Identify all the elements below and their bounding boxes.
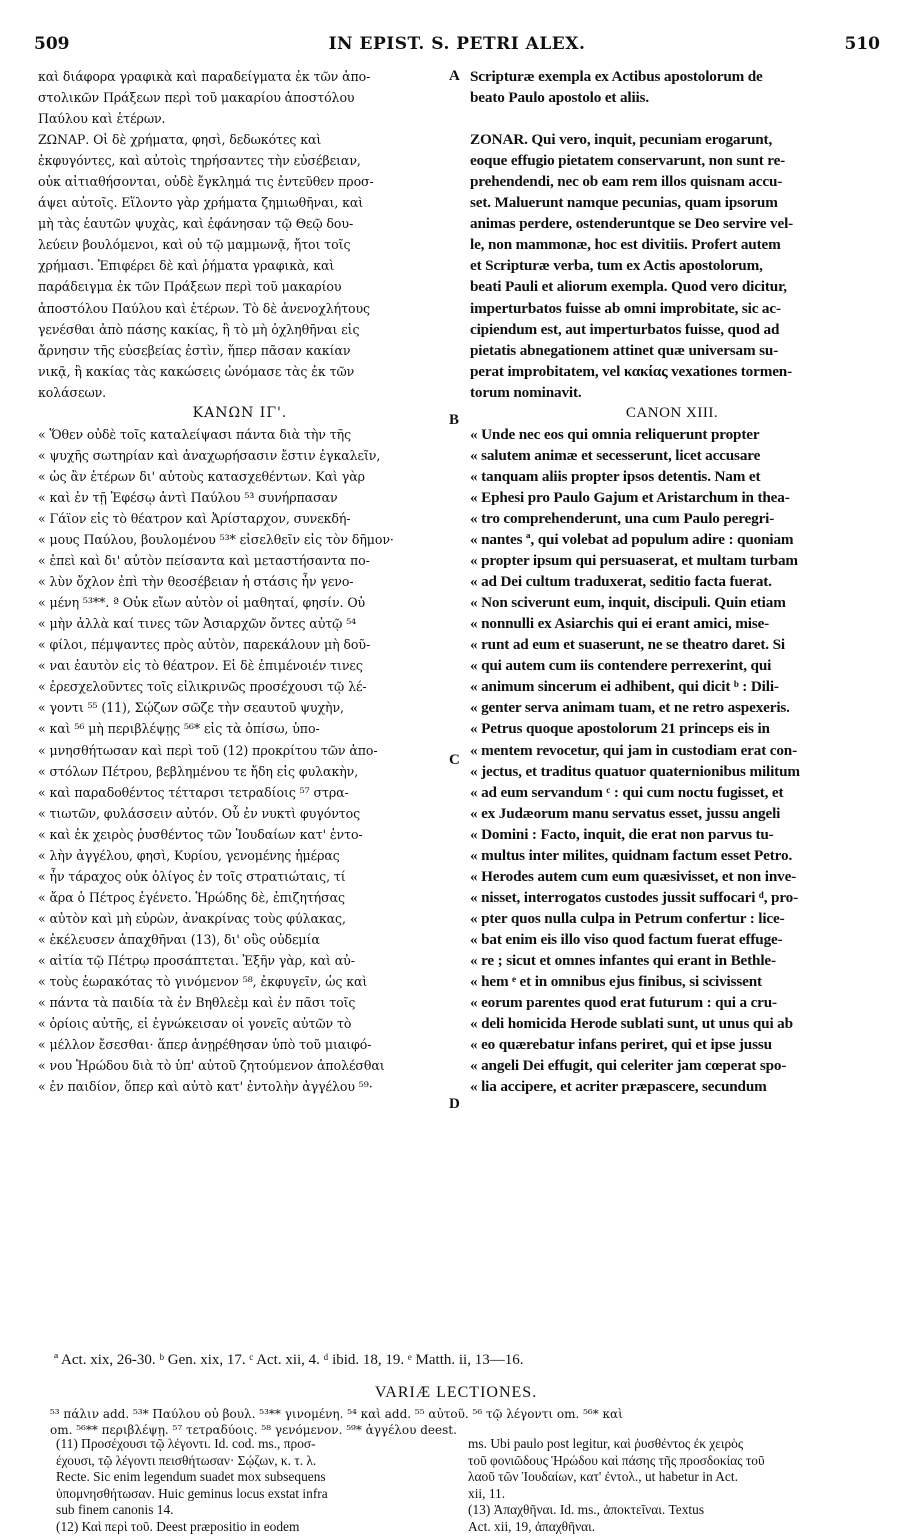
text-line: « ἐπεὶ καὶ δι' αὐτὸν πείσαντα καὶ μεταστήσαντα πο- — [38, 553, 370, 569]
text-line: « pter quos nulla culpa in Petrum confertur : lice- — [470, 909, 785, 927]
text-line: « ὁρίοις αὐτῆς, εἰ ἐγνώκεισαν οἱ γονεῖς αὐτῶν τὸ — [38, 1016, 352, 1032]
text-line: « tanquam aliis propter ipsos detentis. Nam et — [470, 467, 761, 485]
text-line: Recte. Sic enim legendum suadet mox subsequens — [56, 1469, 326, 1485]
text-line: « λὴν ἀγγέλου, φησὶ, Κυρίου, γενομένης ἡμέρας — [38, 847, 340, 863]
text-line: « nantes ª, qui volebat ad populum adire : quoniam — [470, 531, 794, 549]
text-line: « Domini : Facto, inquit, die erat non parvus tu- — [470, 825, 774, 843]
text-line: « re ; sicut et omnes infantes qui erant in Bethle- — [470, 951, 776, 969]
footnotes: ª Act. xix, 26-30. ᵇ Gen. xix, 17. ᶜ Act. xii, 4. ᵈ ibid. 18, 19. ᵉ Matth. ii, 13—16. — [54, 1352, 524, 1368]
text-line: μὴ τὰς ἑαυτῶν ψυχὰς, καὶ ἐφάνησαν τῷ Θεῷ δου- — [38, 216, 354, 232]
text-line: « μέλλον ἔσεσθαι· ἅπερ ἀνῃρέθησαν ὑπὸ τοῦ μιαιφό- — [38, 1037, 372, 1053]
text-line: et Scripturæ verba, tum ex Actis apostolorum, — [470, 257, 763, 275]
text-line: στολικῶν Πράξεων περὶ τοῦ μακαρίου ἀποστόλου — [38, 90, 355, 106]
text-line: « ναι ἑαυτὸν εἰς τὸ θέατρον. Εἰ δὲ ἐπιμένοιέν τινες — [38, 658, 363, 674]
text-line: pietatis abnegationem attinet quæ universam su- — [470, 341, 779, 359]
text-line: « eorum parentes quod erat futurum : qui a cru- — [470, 994, 777, 1012]
text-line: « τιωτῶν, φυλάσσειν αὐτόν. Οὗ ἐν νυκτὶ φυγόντος — [38, 805, 361, 821]
text-line: « φίλοι, πέμψαντες πρὸς αὐτὸν, παρεκάλουν μὴ δοῦ- — [38, 637, 371, 653]
text-line: « propter ipsum qui persuaserat, et multam turbam — [470, 552, 798, 570]
text-line: καὶ διάφορα γραφικὰ καὶ παραδείγματα ἐκ τῶν ἀπο- — [38, 69, 371, 84]
text-line: οὐκ αἰτιαθήσονται, οὐδὲ ἔγκλημά τις ἐντεῦθεν προσ- — [38, 174, 374, 190]
text-line: ἄρνησιν τῆς εὐσεβείας ἐστὶν, ἥπερ πᾶσαν κακίαν — [38, 342, 351, 358]
text-line: λαοῦ τῶν Ἰουδαίων, κατ' ἐντολ., ut habetur in Act. — [468, 1469, 738, 1485]
text-line: « ad eum servandum ᶜ : qui cum noctu fugisset, et — [470, 783, 784, 801]
text-line: ἐκφυγόντες, καὶ αὐτοὶς τηρήσαντες τὴν εὐσέβειαν, — [38, 153, 361, 169]
text-line: Scripturæ exempla ex Actibus apostolorum de — [470, 68, 763, 85]
text-line: « ἐν παιδίον, ὅπερ καὶ αὐτὸ κατ' ἐντολὴν ἀγγέλου ⁵⁹· — [38, 1079, 373, 1095]
text-line: ἀποστόλου Παύλου καὶ ἑτέρων. Τὸ δὲ ἀνενοχλήτους — [38, 300, 370, 316]
text-line: (12) Καὶ περὶ τοῦ. Deest præpositio in eodem — [56, 1518, 300, 1534]
text-line: ΚΑΝΩΝ ΙΓ'. — [192, 404, 288, 421]
text-line: « ἄρα ὁ Πέτρος ἐγένετο. Ἡρώδης δὲ, ἐπιζητήσας — [38, 889, 345, 905]
text-line: « Γάϊον εἰς τὸ θέατρον καὶ Ἀρίσταρχον, συνεκδή- — [38, 510, 351, 526]
text-line: « μνησθήτωσαν καὶ περὶ τοῦ (12) προκρίτου τῶν ἀπο- — [38, 742, 378, 758]
text-line: γενέσθαι ἀπὸ πάσης κακίας, ἢ τὸ μὴ ὀχληθῆναι εἰς — [38, 321, 360, 337]
text-line: « Ὅθεν οὐδὲ τοῖς καταλείψασι πάντα διὰ τὴν τῆς — [38, 426, 352, 442]
text-line: « Unde nec eos qui omnia reliquerunt propter — [470, 425, 760, 443]
text-line: « ἦν τάραχος οὐκ ὀλίγος ἐν τοῖς στρατιώταις, τί — [38, 868, 346, 884]
text-line: CANON XIII. — [625, 404, 719, 421]
text-line: « deli homicida Herode sublati sunt, ut unus qui ab — [470, 1015, 793, 1033]
text-line: παράδειγμα ἐκ τῶν Πράξεων περὶ τοῦ μακαρίου — [38, 279, 342, 295]
text-line: « eo quærebatur infans periret, qui et ipse jussu — [470, 1036, 772, 1054]
text-line: « καὶ ⁵⁶ μὴ περιβλέψῃς ⁵⁶* εἰς τὰ ὀπίσω, ὑπο- — [38, 721, 320, 737]
text-line: prehendendi, nec ob eam rem illos quisnam accu- — [470, 173, 783, 191]
greek-column — [38, 66, 442, 1097]
text-line: beato Paulo apostolo et aliis. — [470, 89, 650, 107]
margin-marker-a: A — [449, 68, 460, 84]
text-line: ZONAR. Qui vero, inquit, pecuniam erogarunt, — [470, 131, 773, 149]
text-line: « bat enim eis illo viso quod factum fuerat effuge- — [470, 930, 783, 948]
text-line: « ψυχῆς σωτηρίαν καὶ ἀναχωρήσασιν ἔστιν ἐγκαλεῖν, — [38, 447, 381, 463]
notes-left — [56, 1436, 456, 1536]
text-line: « salutem animæ et secesserunt, licet accusare — [470, 446, 761, 464]
variae-line: ⁵³ πάλιν add. ⁵³* Παύλου οὐ βουλ. ⁵³** γινομένη. ⁵⁴ καὶ add. ⁵⁵ αὐτοῦ. ⁵⁶ τῷ λέγοντι om. ⁵⁶* καὶ — [50, 1407, 623, 1421]
text-line: perat improbitatem, vel κακίας vexationes tormen- — [470, 362, 792, 380]
text-line: le, non mammonæ, hoc est divitiis. Profert autem — [470, 236, 781, 254]
text-line: « Herodes autem cum eum quæsivisset, et non inve- — [470, 867, 797, 885]
text-line: « genter serva animam tuam, et ne retro aspexeris. — [470, 699, 790, 717]
text-line: « ἐκέλευσεν ἀπαχθῆναι (13), δι' οὓς οὐδεμία — [38, 931, 320, 947]
text-line: « μους Παύλου, βουλομένου ⁵³* εἰσελθεῖν εἰς τὸν δῆμον· — [38, 532, 394, 548]
text-line — [470, 108, 874, 129]
text-line: « ad Dei cultum traduxerat, seditio facta fuerat. — [470, 573, 772, 591]
text-line: « λὺν ὄχλον ἐπὶ τὴν θεοσέβειαν ἡ στάσις ἦν γενο- — [38, 574, 354, 590]
text-line: άψει αὐτοῖς. Εἵλοντο γὰρ χρήματα ζημιωθῆναι, καὶ — [38, 195, 364, 211]
text-line: « στόλων Πέτρου, βεβλημένου τε ἤδη εἰς φυλακὴν, — [38, 763, 359, 779]
text-line: « Non sciverunt eum, inquit, discipuli. Quin etiam — [470, 594, 786, 612]
text-line: « qui autem cum iis contendere perrexerint, qui — [470, 657, 772, 675]
margin-marker-d: D — [449, 1096, 460, 1112]
variae-lectiones-heading: VARIÆ LECTIONES. — [374, 1384, 538, 1401]
text-line: eoque effugio pietatem conservarunt, non sunt re- — [470, 152, 786, 170]
page-header — [34, 34, 880, 60]
text-line: « αἰτία τῷ Πέτρῳ προσάπτεται. Ἐξῆν γὰρ, καὶ αὐ- — [38, 952, 355, 968]
text-line: ὑπομνησθήτωσαν. Huic geminus locus exstat infra — [56, 1485, 328, 1501]
text-line: xii, 11. — [468, 1485, 506, 1501]
text-line: νικᾷ, ἢ κακίας τὰς κακώσεις ὠνόμασε τὰς ἐκ τῶν — [38, 363, 355, 379]
text-line: « lia accipere, et acriter præpascere, secundum — [470, 1078, 767, 1096]
page-number-right: 510 — [844, 34, 880, 54]
text-line: « καὶ ἐν τῇ Ἐφέσῳ ἀντὶ Παύλου ⁵³ συνήρπασαν — [38, 489, 338, 505]
margin-marker-c: C — [449, 752, 460, 768]
text-line: « καὶ ἐκ χειρὸς ῥυσθέντος τῶν Ἰουδαίων κατ' ἐντο- — [38, 826, 363, 842]
text-line: ms. Ubi paulo post legitur, καὶ ῥυσθέντος ἐκ χειρὸς — [468, 1436, 744, 1451]
text-line: (11) Προσέχουσι τῷ λέγοντι. Id. cod. ms., προσ- — [56, 1436, 316, 1451]
text-line: « γοντι ⁵⁵ (11), Σῴζων σῶζε τὴν σεαυτοῦ ψυχὴν, — [38, 700, 344, 716]
text-line: Παύλου καὶ ἑτέρων. — [38, 111, 166, 127]
text-line: « Petrus quoque apostolorum 21 princeps eis in — [470, 720, 770, 738]
text-line: « πάντα τὰ παιδία τὰ ἐν Βηθλεὲμ καὶ ἐν πᾶσι τοῖς — [38, 995, 356, 1011]
notes-right — [468, 1436, 880, 1536]
text-line: cipiendum est, aut imperturbatos fuisse, quod ad — [470, 320, 780, 338]
text-line: « hem ᵉ et in omnibus ejus finibus, si scivissent — [470, 973, 762, 991]
page-number-left: 509 — [34, 34, 70, 54]
text-line: sub finem canonis 14. — [56, 1502, 174, 1518]
text-line: « multus inter milites, quidnam factum esset Petro. — [470, 846, 793, 864]
text-line: « nonnulli ex Asiarchis qui ei erant amici, mise- — [470, 615, 770, 633]
text-line: τοῦ φονιῶδους Ἡρώδου καὶ πάσης τῆς προσδοκίας τοῦ — [468, 1452, 765, 1468]
text-line: beati Pauli et aliorum exempla. Quod vero dicitur, — [470, 278, 787, 296]
text-line: « angeli Dei effugit, qui celeriter jam cœperat spo- — [470, 1057, 787, 1075]
text-line: έχουσι, τῷ λέγοντι πεισθήτωσαν· Σῴζων, κ. τ. λ. — [56, 1452, 317, 1468]
text-line: « καὶ παραδοθέντος τέτταρσι τετραδίοις ⁵⁷ στρα- — [38, 784, 349, 800]
text-line: « μένη ⁵³**. ª Οὐκ εἴων αὐτὸν οἱ μαθηταί, φησίν. Οὐ — [38, 595, 366, 611]
text-line: « μὴν ἀλλὰ καί τινες τῶν Ἀσιαρχῶν ὄντες αὐτῷ ⁵⁴ — [38, 616, 357, 632]
text-line: « ἐρεσχελοῦντες τοῖς εἰλικρινῶς προσέχουσι τῷ λέ- — [38, 679, 367, 695]
text-line: Act. xii, 19, ἀπαχθῆναι. — [468, 1518, 596, 1534]
text-line: κολάσεων. — [38, 384, 107, 400]
text-line: « mentem revocetur, qui jam in custodiam erat con- — [470, 741, 797, 759]
text-line: « ex Judæorum manu servatus esset, jussu angeli — [470, 804, 781, 822]
text-line: « runt ad eum et suaserunt, ne se theatro daret. Si — [470, 636, 785, 654]
text-line: « animum sincerum ei adhibent, qui dicit ᵇ : Dili- — [470, 678, 779, 696]
text-line: (13) Ἀπαχθῆναι. Id. ms., ἀποκτεῖναι. Textus — [468, 1502, 705, 1518]
text-line: « tro comprehenderunt, una cum Paulo peregri- — [470, 509, 775, 527]
text-line: « nisset, interrogatos custodes jussit suffocari ᵈ, pro- — [470, 888, 798, 906]
text-line: ΖΩΝΑΡ. Οἱ δὲ χρήματα, φησὶ, δεδωκότες καὶ — [38, 132, 322, 148]
text-line: χρήμασι. Ἐπιφέρει δὲ καὶ ῥήματα γραφικὰ, καὶ — [38, 258, 335, 274]
text-line: « ὡς ἂν ἑτέρων δι' αὐτοὺς κατασχεθέντων. Καὶ γὰρ — [38, 468, 365, 484]
text-line: « Ephesi pro Paulo Gajum et Aristarchum in thea- — [470, 488, 790, 506]
margin-marker-b: B — [449, 412, 460, 428]
variae-line: om. ⁵⁶** περιβλέψῃ. ⁵⁷ τετραδύοις. ⁵⁸ γενόμενον. ⁵⁹* ἀγγέλου deest. — [50, 1423, 457, 1437]
latin-column — [470, 66, 874, 1097]
text-line: « αὐτὸν καὶ μὴ εὑρὼν, ἀνακρίνας τοὺς φύλακας, — [38, 910, 346, 926]
text-line: « jectus, et traditus quatuor quaternionibus militum — [470, 762, 800, 780]
text-line: λεύειν βουλόμενοι, καὶ οὐ τῷ μαμμωνᾷ, ἤτοι τοῖς — [38, 237, 351, 253]
text-line: animas perdere, ostenderuntque se Deo servire vel- — [470, 215, 794, 233]
running-title: IN EPIST. S. PETRI ALEX. — [328, 34, 586, 54]
text-line: imperturbatos fuisse ab omni improbitate, sic ac- — [470, 299, 781, 317]
text-line: set. Maluerunt namque pecunias, quam ipsorum — [470, 194, 778, 212]
text-line: torum nominavit. — [470, 383, 582, 401]
text-line: « τοὺς ἑωρακότας τὸ γινόμενον ⁵⁸, ἐκφυγεῖν, ὡς καὶ — [38, 974, 368, 990]
text-line: « νου Ἡρώδου διὰ τὸ ὑπ' αὐτοῦ ζητούμενον ἀπολέσθαι — [38, 1058, 385, 1074]
